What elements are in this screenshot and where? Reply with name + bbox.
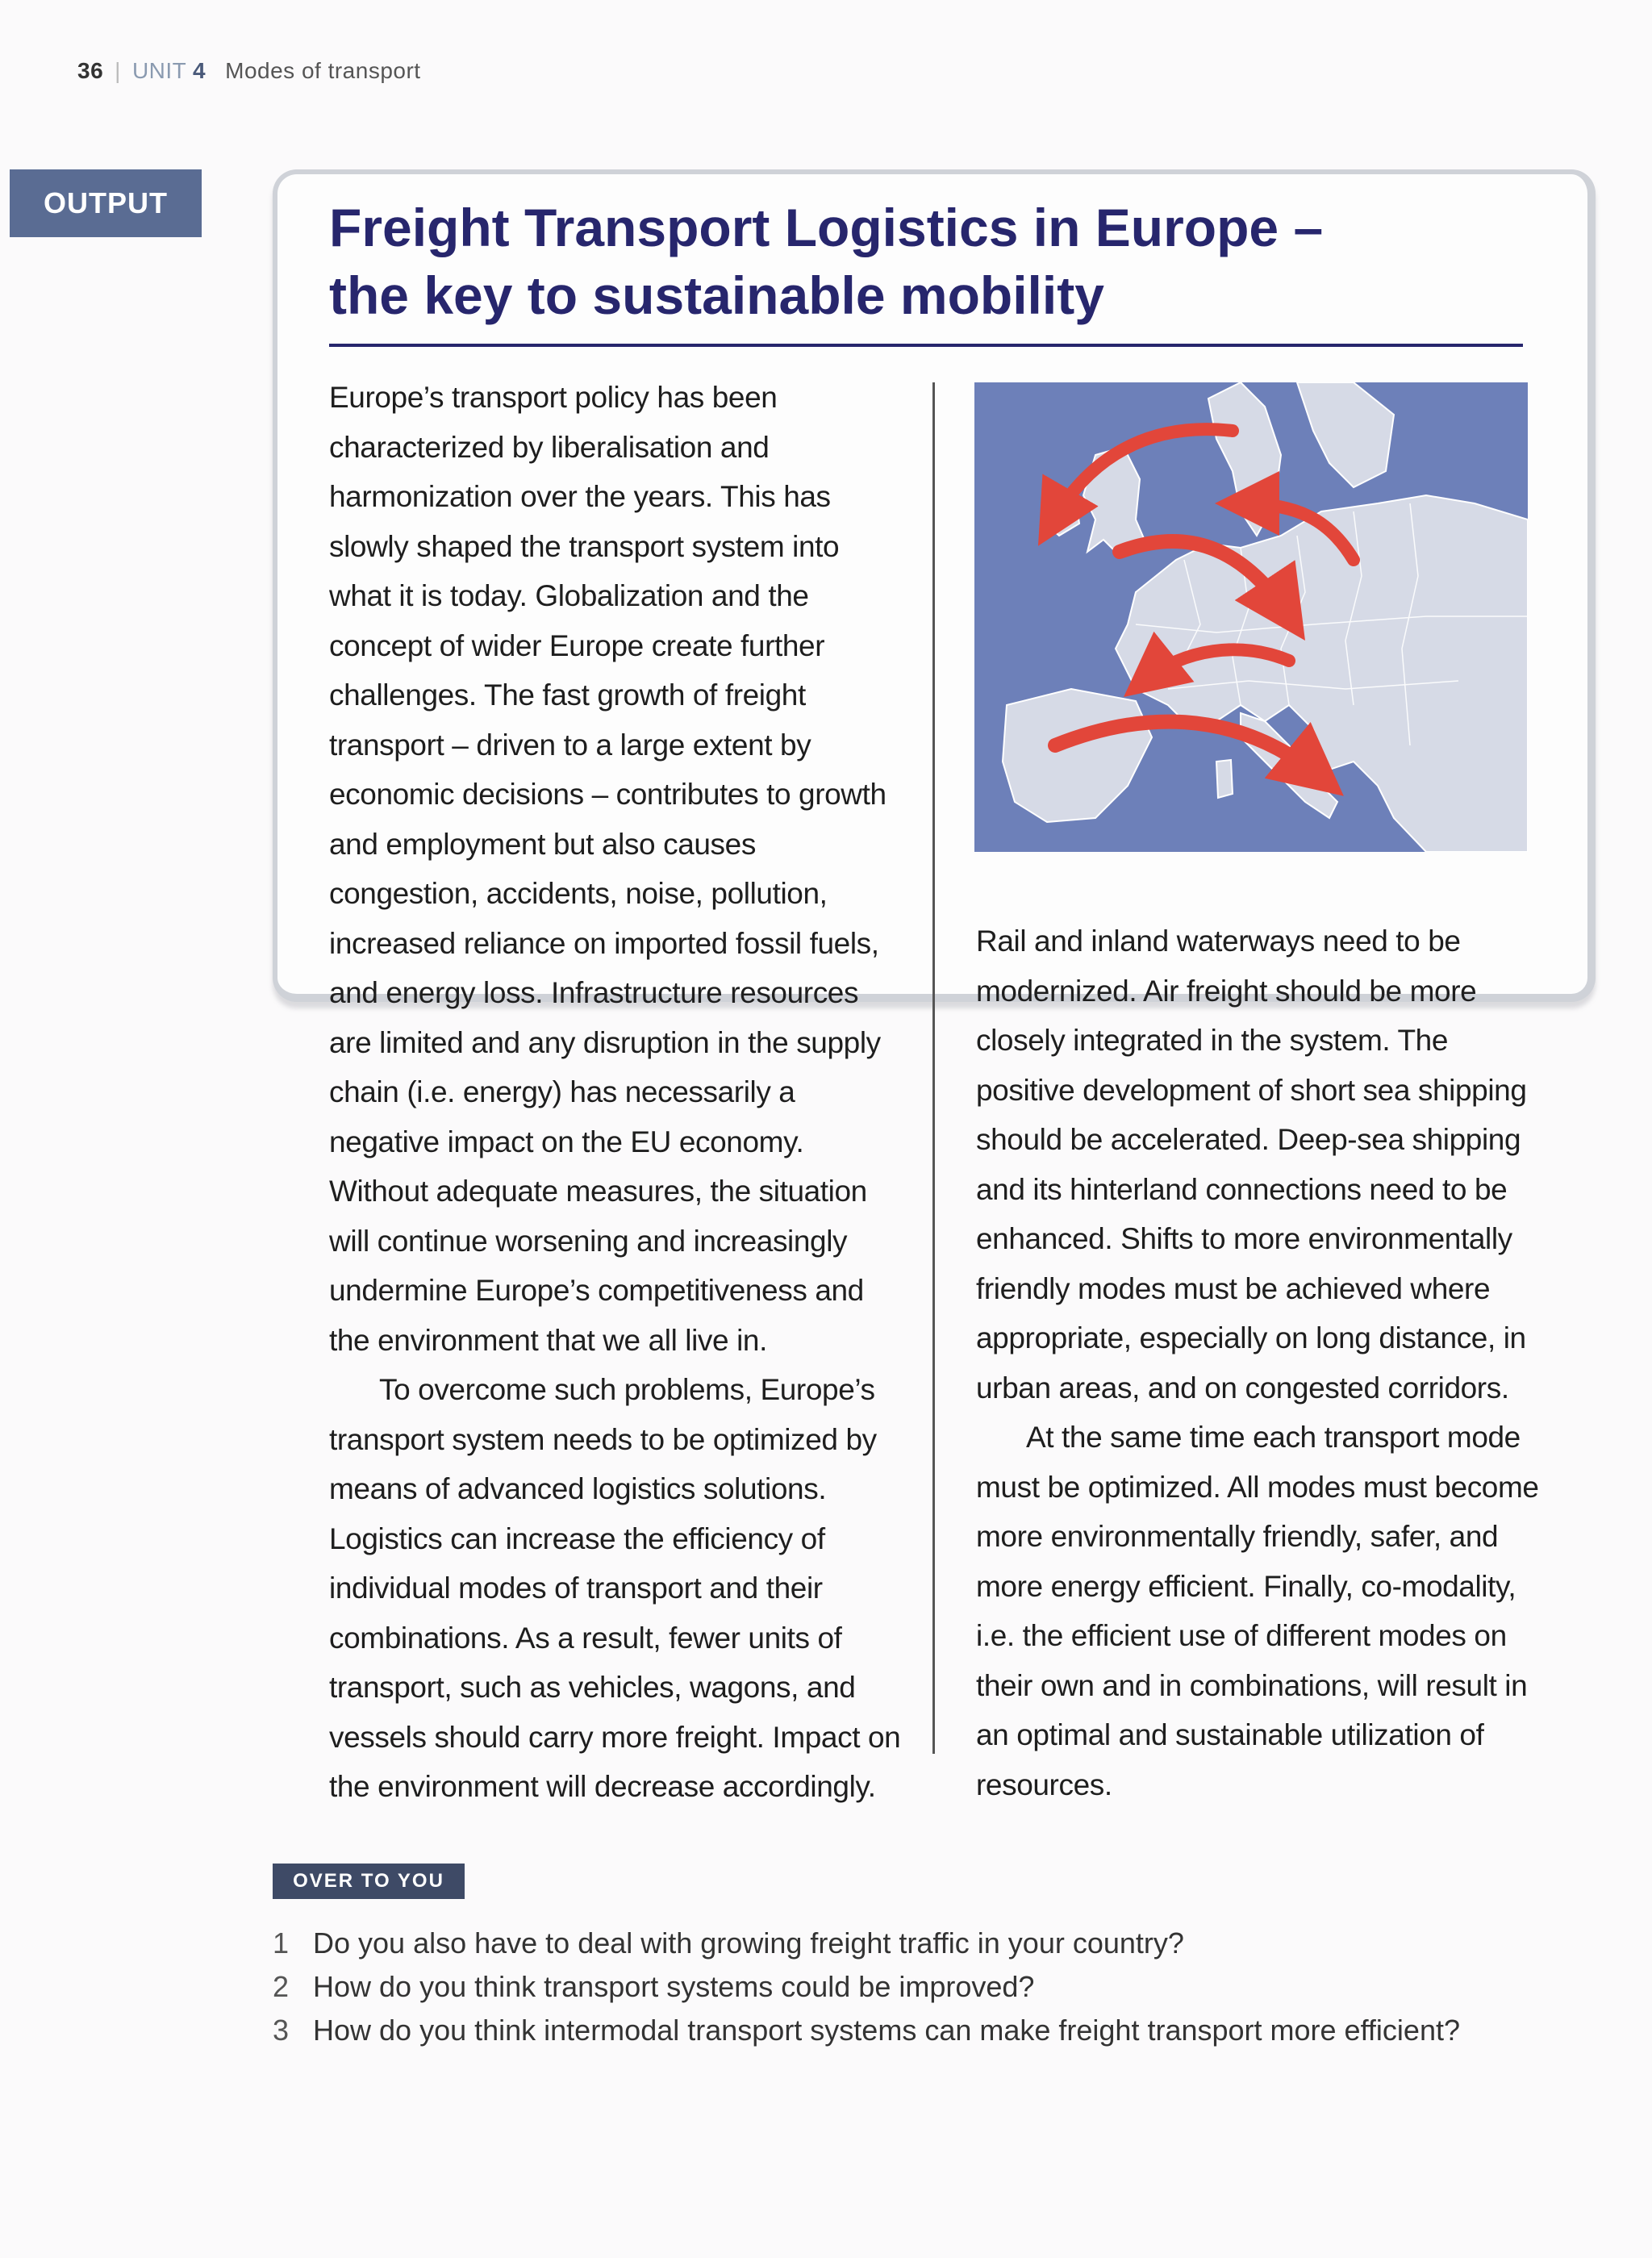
page-number: 36: [77, 58, 104, 83]
question-text: How do you think transport systems could be improved?: [313, 1970, 1035, 2003]
list-item: [273, 2009, 1579, 2052]
question-number: 1: [273, 1926, 290, 1960]
question-text: How do you think intermodal transport systems can make freight transport more efficient?: [313, 2014, 1460, 2047]
paragraph-left-2: To overcome such problems, Europe’s transport system needs to be optimized by means of advanced logistics solutions. Logistics can increase the efficiency of individual modes of transport and their combinations. As a result, fewer units of transport, such as vehicles, wagons, and vessels should carry more freight. Impact on the environment will decrease accordingly.: [329, 1373, 901, 1803]
europe-map-image: [974, 382, 1528, 852]
chapter-title: Modes of transport: [225, 58, 421, 83]
right-column: [976, 916, 1550, 1809]
article-title: [329, 194, 1523, 329]
list-item: [273, 1965, 1579, 2009]
paragraph-left-1: Europe’s transport policy has been characterized by liberalisation and harmonization over the years. This has slowly shaped the transport system into what it is today. Globalization and the concept of wider Europe create further challenges. The fast growth of freight transport – driven to a large extent by economic decisions – contributes to growth and employment but also causes congestion, accidents, noise, pollution, increased reliance on imported fossil fuels, and energy loss. Infrastructure resources are limited and any disruption in the supply chain (i.e. energy) has necessarily a negative impact on the EU economy. Without adequate measures, the situation will continue worsening and increasingly undermine Europe’s competitiveness and the environment that we all live in.: [329, 381, 886, 1357]
over-to-you-label: OVER TO YOU: [273, 1864, 465, 1899]
unit-number: 4: [193, 58, 206, 83]
header-separator: |: [115, 58, 121, 83]
list-item: [273, 1922, 1579, 1965]
output-tag: OUTPUT: [10, 169, 202, 237]
title-line-1: Freight Transport Logistics in Europe –: [329, 198, 1324, 257]
europe-map-icon: [974, 382, 1528, 852]
column-divider: [932, 382, 935, 1754]
question-text: Do you also have to deal with growing freight traffic in your country?: [313, 1926, 1184, 1960]
paragraph-right-1: Rail and inland waterways need to be modernized. Air freight should be more closely integrated in the system. The positive development of short sea shipping should be accelerated. Deep-sea shipping and its hinterland connections need to be enhanced. Shifts to more environmentally friendly modes must be achieved where appropriate, especially on long distance, in urban areas, and on congested corridors.: [976, 924, 1527, 1404]
discussion-questions: [273, 1922, 1579, 2052]
paragraph-right-2: At the same time each transport mode must be optimized. All modes must become more environmentally friendly, safer, and more energy efficient. Finally, co-modality, i.e. the efficient use of different modes on their own and in combinations, will result in an optimal and sustainable utilization of resources.: [976, 1421, 1539, 1801]
title-underline: [329, 344, 1523, 347]
left-column: [329, 373, 903, 1812]
unit-label: UNIT 4: [131, 58, 206, 83]
page-header: [77, 58, 421, 84]
question-number: 3: [273, 2014, 290, 2047]
title-line-2: the key to sustainable mobility: [329, 265, 1104, 325]
question-number: 2: [273, 1970, 290, 2003]
